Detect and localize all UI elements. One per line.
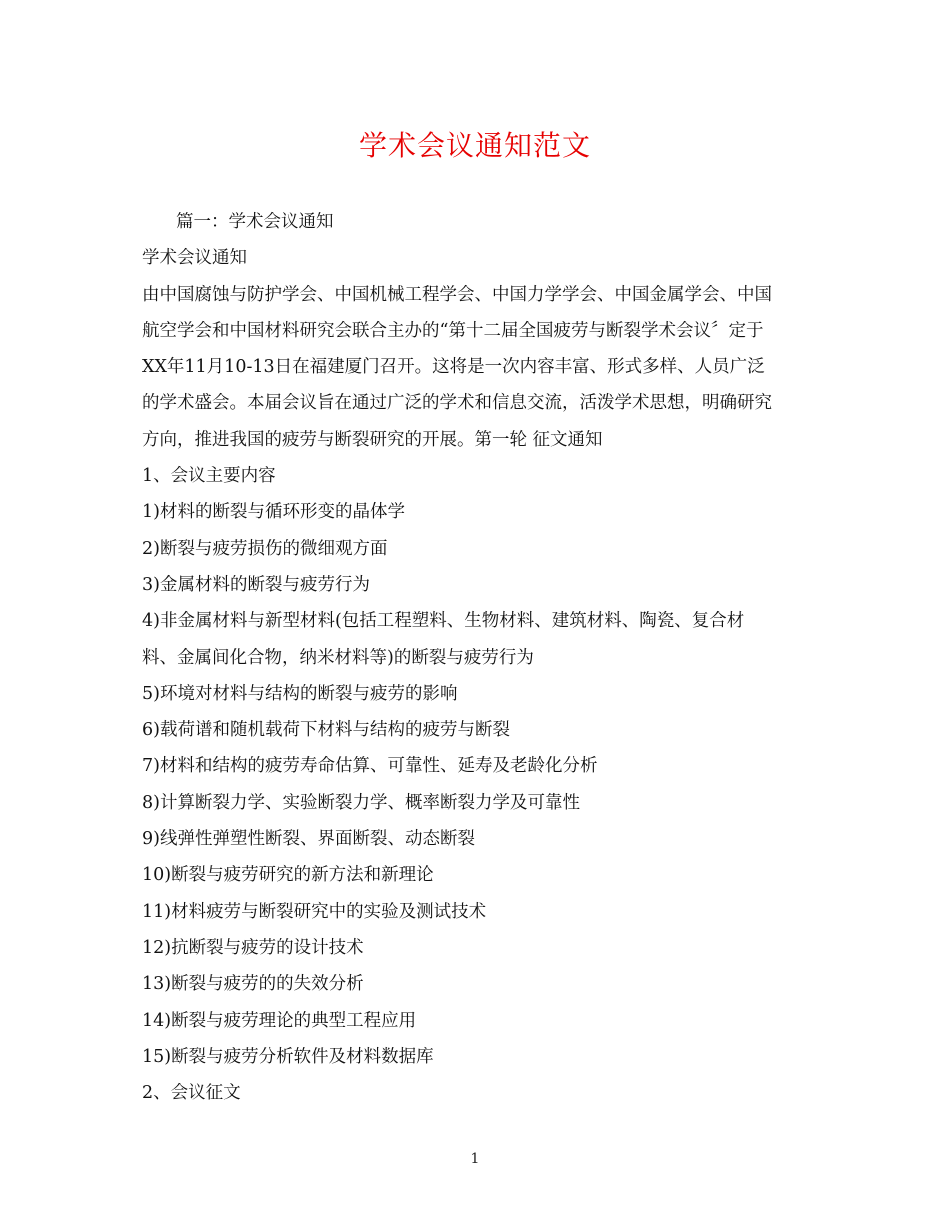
list-item: 11)材料疲劳与断裂研究中的实验及测试技术 xyxy=(142,901,487,922)
list-item: 3)金属材料的断裂与疲劳行为 xyxy=(142,574,370,595)
page-title: 学术会议通知范文 xyxy=(358,129,591,162)
list-item: 10)断裂与疲劳研究的新方法和新理论 xyxy=(142,865,434,886)
section-heading: 篇一：学术会议通知 xyxy=(176,212,334,232)
paragraph-line: 由中国腐蚀与防护学会、中国机械工程学会、中国力学学会、中国金属学会、中国 xyxy=(142,284,772,305)
list-item: 4)非金属材料与新型材料(包括工程塑料、生物材料、建筑材料、陶瓷、复合材 xyxy=(142,611,745,632)
list-item: 12)抗断裂与疲劳的设计技术 xyxy=(142,937,364,958)
paragraph-line: XX年11月10-13日在福建厦门召开。这将是一次内容丰富、形式多样、人员广泛 xyxy=(142,357,765,378)
list-item-continuation: 料、金属间化合物，纳米材料等)的断裂与疲劳行为 xyxy=(142,647,534,668)
list-item: 6)载荷谱和随机载荷下材料与结构的疲劳与断裂 xyxy=(142,720,510,741)
paragraph-line: 的学术盛会。本届会议旨在通过广泛的学术和信息交流，活泼学术思想，明确研究 xyxy=(142,393,772,414)
list-item: 14)断裂与疲劳理论的典型工程应用 xyxy=(142,1010,417,1031)
list-item: 13)断裂与疲劳的的失效分析 xyxy=(142,974,364,995)
list-item: 5)环境对材料与结构的断裂与疲劳的影响 xyxy=(142,683,458,704)
document-body xyxy=(142,204,814,1111)
list-item: 1)材料的断裂与循环形变的晶体学 xyxy=(142,502,405,523)
list-item: 7)材料和结构的疲劳寿命估算、可靠性、延寿及老龄化分析 xyxy=(142,756,598,777)
list-item: 9)线弹性弹塑性断裂、界面断裂、动态断裂 xyxy=(142,829,475,850)
list-item: 8)计算断裂力学、实验断裂力学、概率断裂力学及可靠性 xyxy=(142,792,580,813)
list-heading: 1、会议主要内容 xyxy=(142,466,276,487)
list-heading: 2、会议征文 xyxy=(142,1083,241,1104)
paragraph-line: 航空学会和中国材料研究会联合主办的“第十二届全国疲劳与断裂学术会议〞定于 xyxy=(142,320,764,341)
page-number: 1 xyxy=(470,1151,480,1167)
paragraph-line: 方向，推进我国的疲劳与断裂研究的开展。第一轮 征文通知 xyxy=(142,429,603,450)
subheading: 学术会议通知 xyxy=(142,248,247,269)
list-item: 2)断裂与疲劳损伤的微细观方面 xyxy=(142,538,388,559)
list-item: 15)断裂与疲劳分析软件及材料数据库 xyxy=(142,1046,434,1067)
